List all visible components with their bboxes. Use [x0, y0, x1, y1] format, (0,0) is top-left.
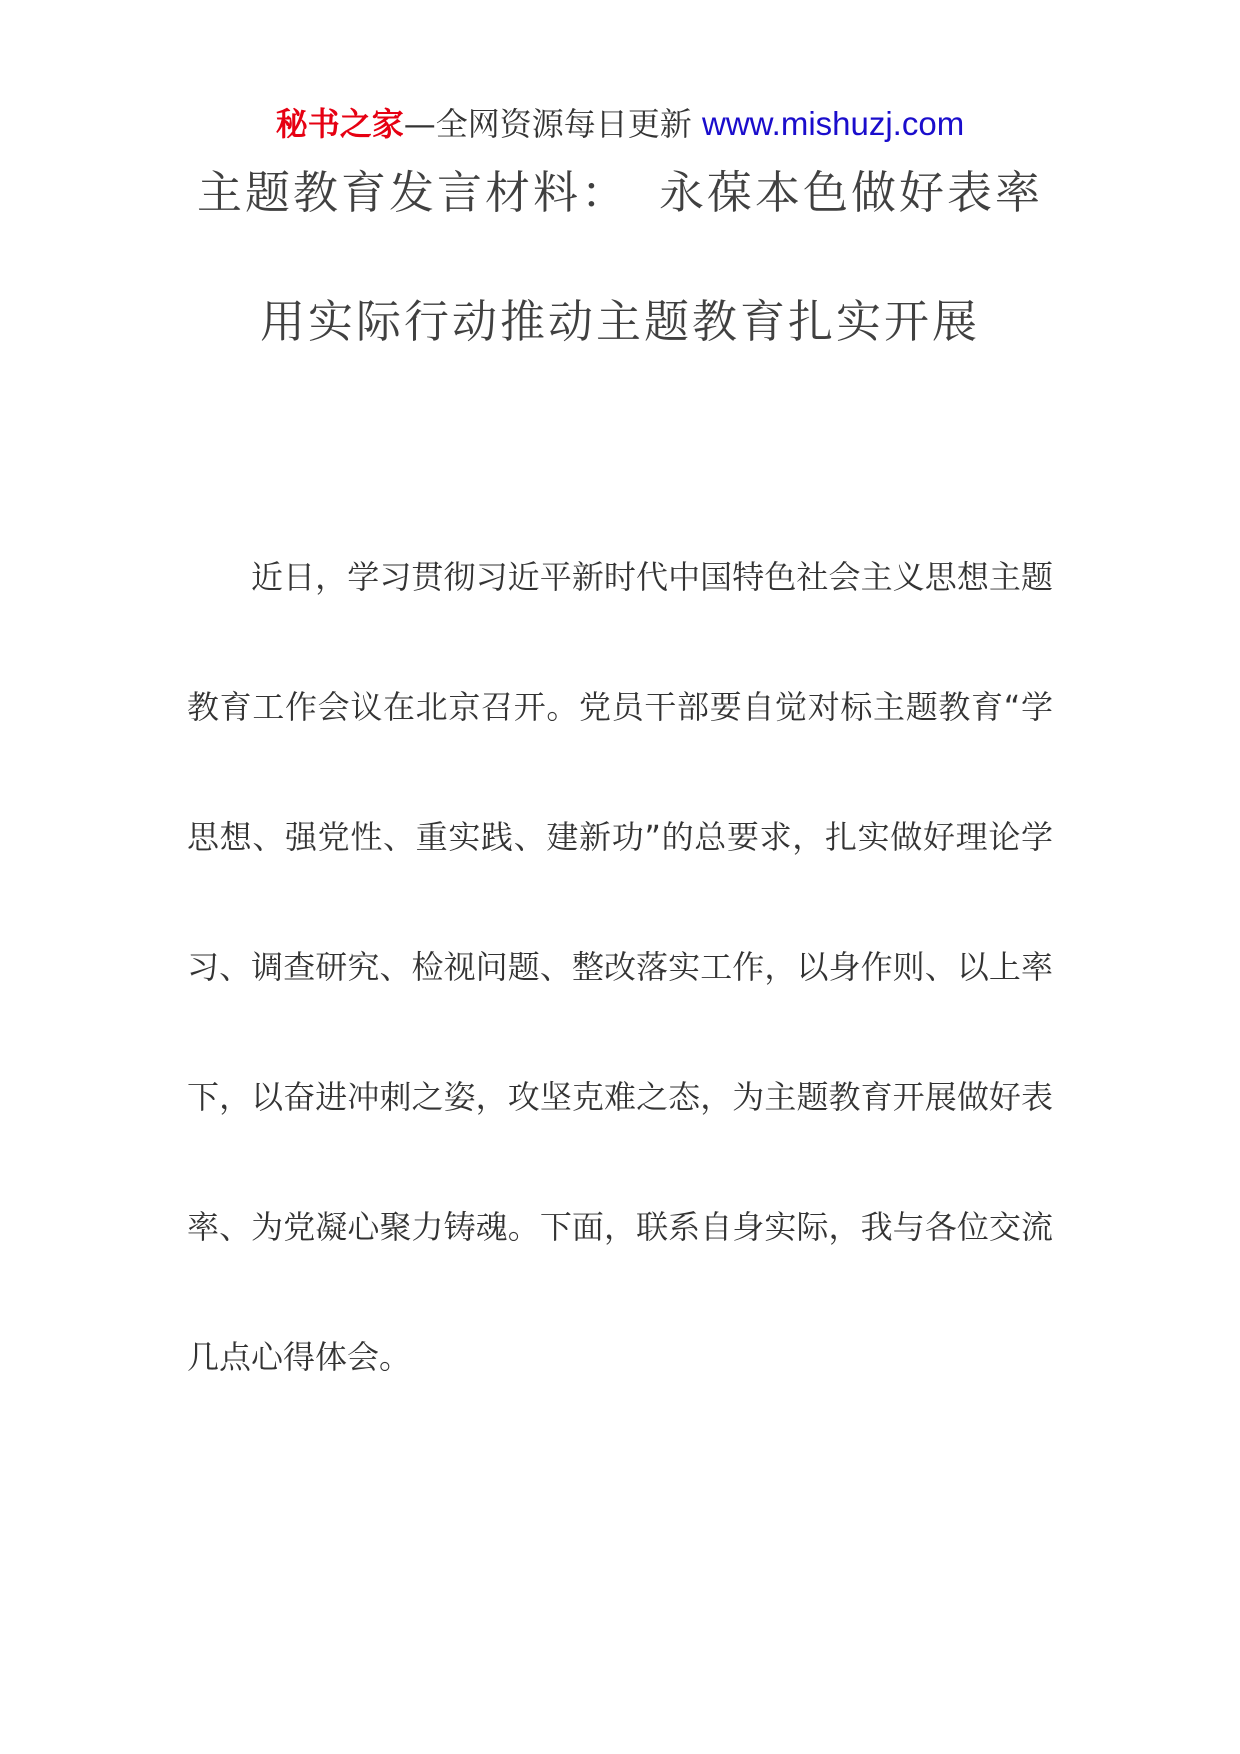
title-prefix: 主题教育发言材料： — [196, 166, 629, 219]
document-title-line-1 — [0, 163, 1240, 223]
site-header — [0, 102, 1240, 146]
brand-name: 秘书之家 — [275, 105, 404, 143]
site-url-link[interactable]: www.mishuzj.com — [701, 105, 965, 142]
header-tagline: —全网资源每日更新 — [403, 105, 692, 143]
title-main: 永葆本色做好表率 — [659, 166, 1044, 219]
document-title-line-2: 用实际行动推动主题教育扎实开展 — [259, 295, 980, 348]
body-paragraph: 近日，学习贯彻习近平新时代中国特色社会主义思想主题教育工作会议在北京召开。党员干部要自觉对标主题教育“学思想、强党性、重实践、建新功”的总要求，扎实做好理论学习、调查研究、检视问题、整改落实工作，以身作则、以上率下，以奋进冲刺之姿，攻坚克难之态，为主题教育开展做好表率、为党凝心聚力铸魂。下面，联系自身实际，我与各位交流几点心得体会。 — [187, 558, 1053, 1376]
